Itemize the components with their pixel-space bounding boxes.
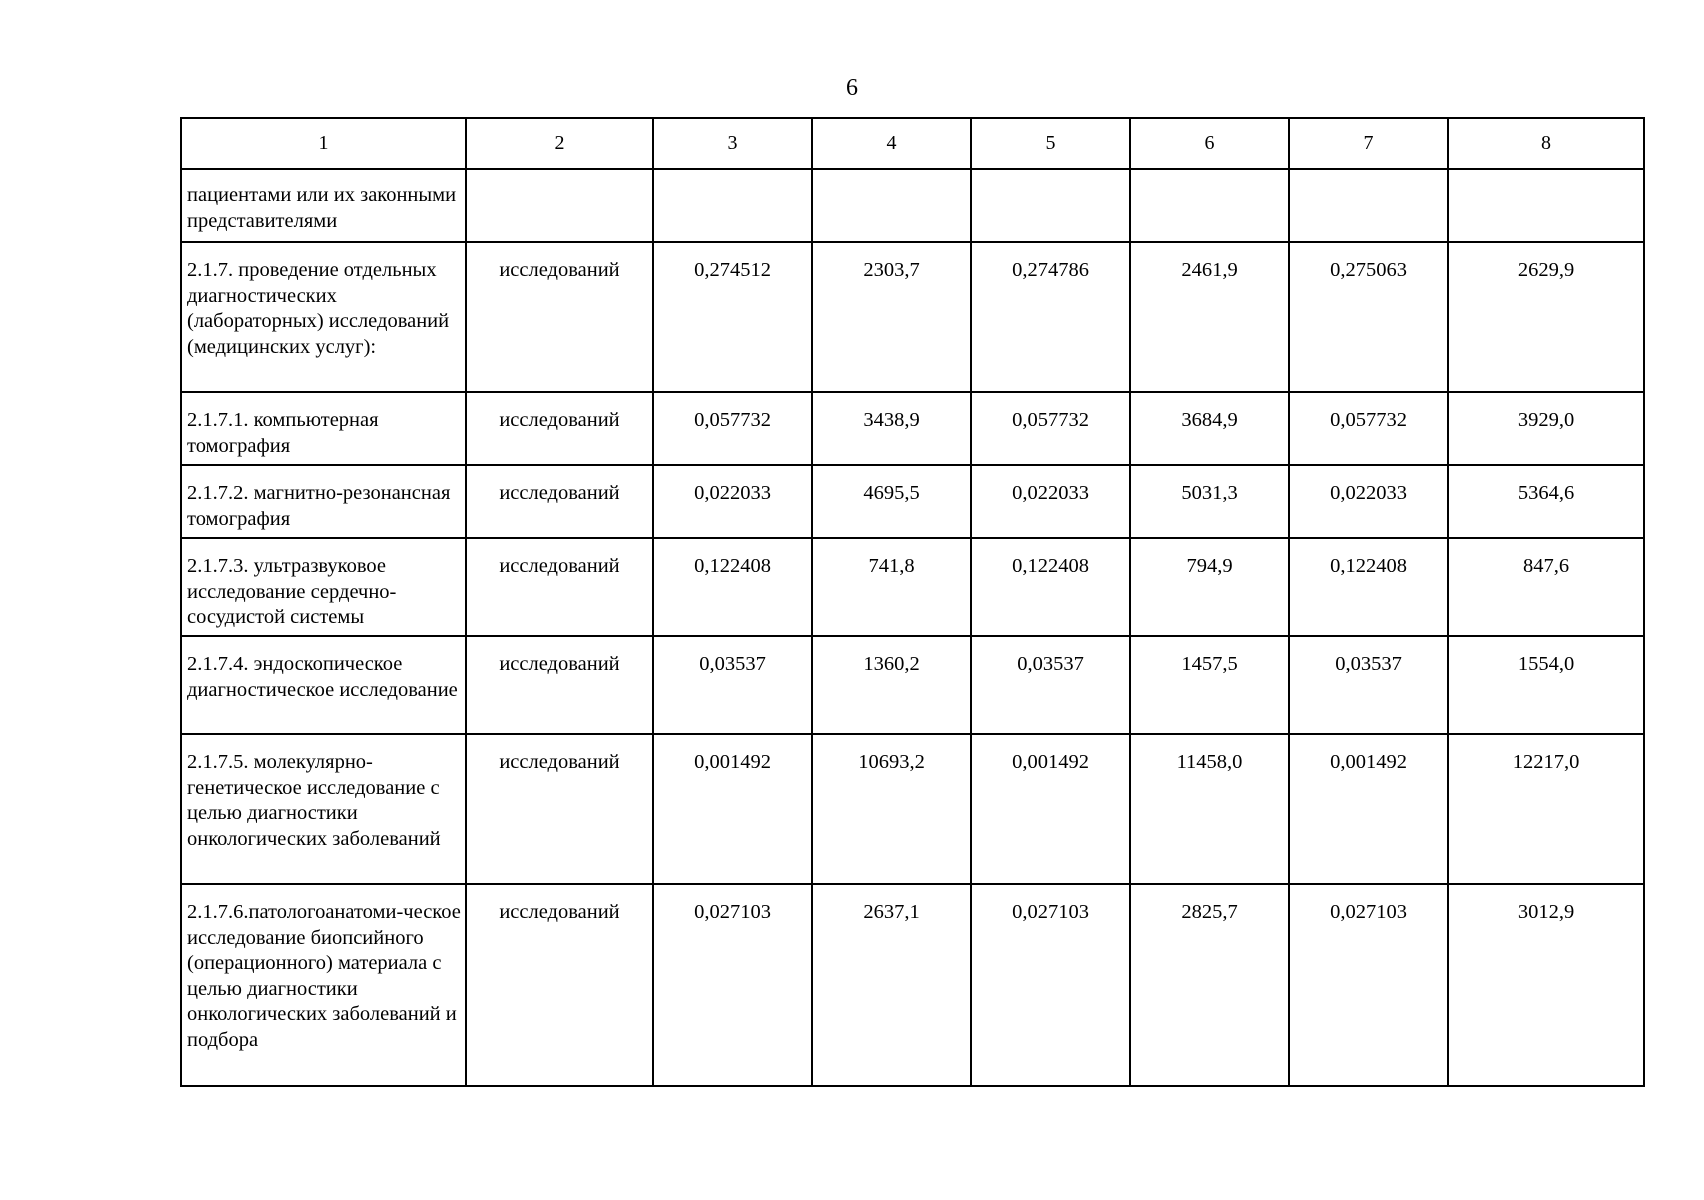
empty-cell bbox=[812, 169, 971, 242]
value-cell: 0,03537 bbox=[971, 636, 1130, 734]
value-cell: 794,9 bbox=[1130, 538, 1289, 636]
row-name-cell: 2.1.7.5. молекулярно-генетическое исследование с целью диагностики онкологических заболеваний bbox=[181, 734, 466, 884]
unit-cell: исследований bbox=[466, 538, 653, 636]
header-cell: 7 bbox=[1289, 118, 1448, 169]
unit-cell: исследований bbox=[466, 636, 653, 734]
value-cell: 12217,0 bbox=[1448, 734, 1644, 884]
table-row bbox=[181, 242, 1644, 392]
header-row bbox=[181, 118, 1644, 169]
value-cell: 0,022033 bbox=[971, 465, 1130, 538]
value-cell: 0,022033 bbox=[1289, 465, 1448, 538]
value-cell: 0,274512 bbox=[653, 242, 812, 392]
value-cell: 0,001492 bbox=[1289, 734, 1448, 884]
value-cell: 0,057732 bbox=[653, 392, 812, 465]
row-name-cell: 2.1.7. проведение отдельных диагностических (лабораторных) исследований (медицинских услуг): bbox=[181, 242, 466, 392]
table-row bbox=[181, 636, 1644, 734]
empty-cell bbox=[1448, 169, 1644, 242]
value-cell: 0,001492 bbox=[971, 734, 1130, 884]
empty-cell bbox=[653, 169, 812, 242]
value-cell: 0,03537 bbox=[653, 636, 812, 734]
value-cell: 1457,5 bbox=[1130, 636, 1289, 734]
row-name-cell: 2.1.7.6.патологоанатоми-ческое исследование биопсийного (операционного) материала с целью диагностики онкологических заболеваний и подбора bbox=[181, 884, 466, 1086]
value-cell: 3012,9 bbox=[1448, 884, 1644, 1086]
page-number: 6 bbox=[846, 75, 858, 101]
table-row bbox=[181, 465, 1644, 538]
unit-cell: исследований bbox=[466, 392, 653, 465]
services-table bbox=[180, 117, 1645, 1087]
empty-cell bbox=[1130, 169, 1289, 242]
value-cell: 5031,3 bbox=[1130, 465, 1289, 538]
header-cell: 3 bbox=[653, 118, 812, 169]
header-cell: 2 bbox=[466, 118, 653, 169]
value-cell: 0,057732 bbox=[1289, 392, 1448, 465]
value-cell: 4695,5 bbox=[812, 465, 971, 538]
value-cell: 741,8 bbox=[812, 538, 971, 636]
row-name-cell: 2.1.7.4. эндоскопическое диагностическое исследование bbox=[181, 636, 466, 734]
header-cell: 4 bbox=[812, 118, 971, 169]
header-cell: 5 bbox=[971, 118, 1130, 169]
value-cell: 0,001492 bbox=[653, 734, 812, 884]
empty-cell bbox=[466, 169, 653, 242]
value-cell: 2303,7 bbox=[812, 242, 971, 392]
header-cell: 8 bbox=[1448, 118, 1644, 169]
value-cell: 3684,9 bbox=[1130, 392, 1289, 465]
value-cell: 0,122408 bbox=[653, 538, 812, 636]
value-cell: 0,274786 bbox=[971, 242, 1130, 392]
value-cell: 2825,7 bbox=[1130, 884, 1289, 1086]
row-name-cell: 2.1.7.1. компьютерная томография bbox=[181, 392, 466, 465]
table-row bbox=[181, 392, 1644, 465]
value-cell: 2629,9 bbox=[1448, 242, 1644, 392]
value-cell: 0,027103 bbox=[653, 884, 812, 1086]
value-cell: 3929,0 bbox=[1448, 392, 1644, 465]
empty-cell bbox=[971, 169, 1130, 242]
unit-cell: исследований bbox=[466, 465, 653, 538]
value-cell: 5364,6 bbox=[1448, 465, 1644, 538]
row-name-cell: пациентами или их законными представителями bbox=[181, 169, 466, 242]
value-cell: 3438,9 bbox=[812, 392, 971, 465]
table-row bbox=[181, 169, 1644, 242]
value-cell: 0,122408 bbox=[971, 538, 1130, 636]
value-cell: 0,027103 bbox=[1289, 884, 1448, 1086]
table-row bbox=[181, 734, 1644, 884]
empty-cell bbox=[1289, 169, 1448, 242]
value-cell: 847,6 bbox=[1448, 538, 1644, 636]
value-cell: 1360,2 bbox=[812, 636, 971, 734]
header-cell: 1 bbox=[181, 118, 466, 169]
unit-cell: исследований bbox=[466, 242, 653, 392]
value-cell: 0,275063 bbox=[1289, 242, 1448, 392]
value-cell: 0,03537 bbox=[1289, 636, 1448, 734]
value-cell: 0,022033 bbox=[653, 465, 812, 538]
value-cell: 11458,0 bbox=[1130, 734, 1289, 884]
value-cell: 10693,2 bbox=[812, 734, 971, 884]
header-cell: 6 bbox=[1130, 118, 1289, 169]
value-cell: 0,027103 bbox=[971, 884, 1130, 1086]
value-cell: 0,122408 bbox=[1289, 538, 1448, 636]
row-name-cell: 2.1.7.2. магнитно-резонансная томография bbox=[181, 465, 466, 538]
value-cell: 2461,9 bbox=[1130, 242, 1289, 392]
value-cell: 2637,1 bbox=[812, 884, 971, 1086]
unit-cell: исследований bbox=[466, 884, 653, 1086]
value-cell: 0,057732 bbox=[971, 392, 1130, 465]
unit-cell: исследований bbox=[466, 734, 653, 884]
table-row bbox=[181, 884, 1644, 1086]
row-name-cell: 2.1.7.3. ультразвуковое исследование сердечно-сосудистой системы bbox=[181, 538, 466, 636]
value-cell: 1554,0 bbox=[1448, 636, 1644, 734]
table-row bbox=[181, 538, 1644, 636]
